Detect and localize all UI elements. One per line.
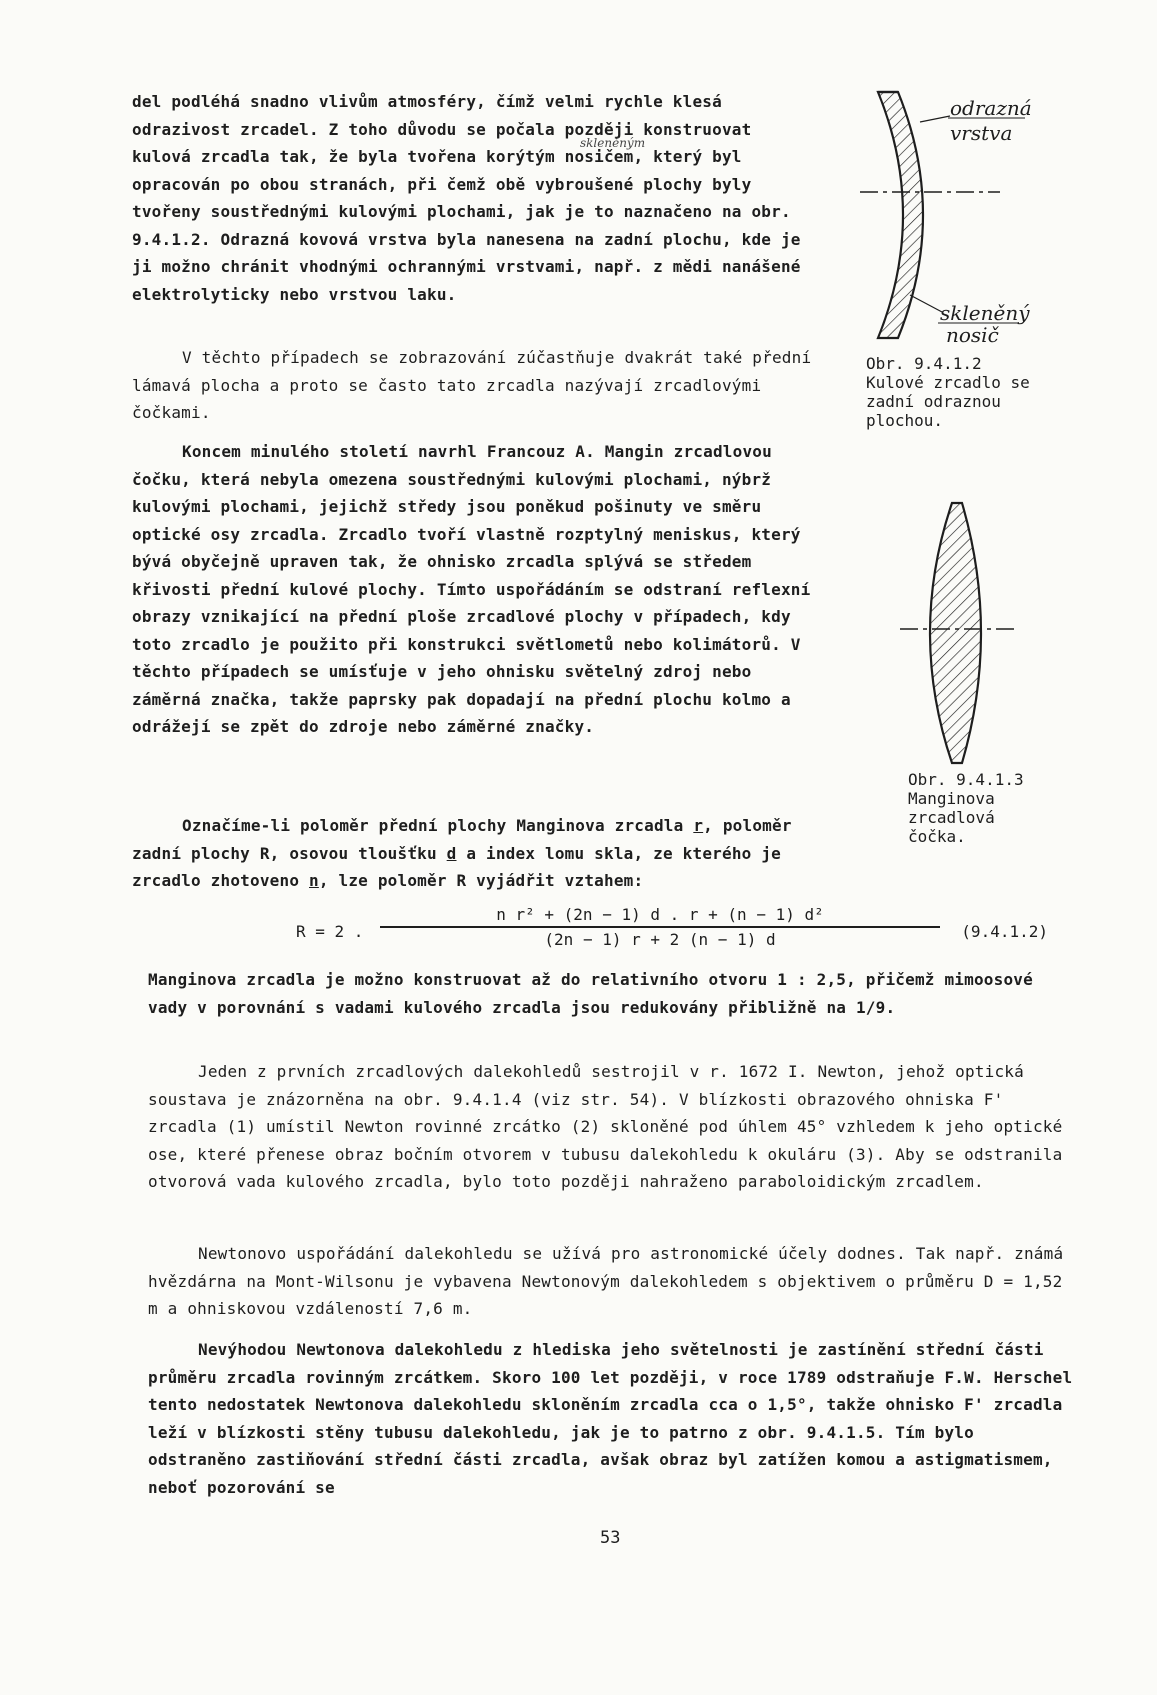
paragraph-8: Nevýhodou Newtonova dalekohledu z hlediska jeho světelnosti je zastínění střední části průměru zrcadla rovinným zrcátkem. Skoro 100 let později, v roce 1789 odstraňuje F.W. Herschel tento nedostatek Newtonova dalekohledu skloněním zrcadla cca o 1,5°, takže ohnisko F' zrcadla leží v blízkosti stěny tubusu dalekohledu, jak je to patrno z obr. 9.4.1.5. Tím bylo odstraněno zastiňování střední části zrcadla, avšak obraz byl zatížen komou a astigmatismem, neboť pozorování se bbox=[148, 1340, 1073, 1497]
label-reflective-layer-2: vrstva bbox=[950, 121, 1013, 145]
p4-var-n: n bbox=[309, 871, 319, 890]
formula-number: (9.4.1.2) bbox=[961, 922, 1048, 941]
mirror-diagram-1 bbox=[850, 80, 1080, 350]
paragraph-6: Jeden z prvních zrcadlových dalekohledů sestrojil v r. 1672 I. Newton, jehož optická soustava je znázorněna na obr. 9.4.1.4 (viz str. 54). V blízkosti obrazového ohniska F' zrcadla (1) umístil Newton rovinné zrcátko (2) skloněné pod úhlem 45° vzhledem k jeho optické ose, které přenese obraz bočním otvorem v tubusu dalekohledu k okuláru (3). Aby se odstranila otvorová vada kulového zrcadla, bylo toto později nahraženo paraboloidickým zrcadlem. bbox=[148, 1062, 1063, 1191]
paragraph-4 bbox=[132, 812, 822, 895]
paragraph-5: Manginova zrcadla je možno konstruovat až do relativního otvoru 1 : 2,5, přičemž mimoosové vady v porovnání s vadami kulového zrcadla jsou redukovány přibližně na 1/9. bbox=[148, 970, 1033, 1017]
formula-fraction bbox=[380, 905, 940, 949]
figure-9-4-1-3 bbox=[900, 495, 1020, 775]
label-reflective-layer: odrazná bbox=[950, 96, 1032, 120]
page-number: 53 bbox=[600, 1528, 621, 1548]
mirror-diagram-2 bbox=[900, 495, 1020, 775]
formula-numerator: n r² + (2n − 1) d . r + (n − 1) d² bbox=[496, 905, 824, 924]
paragraph-1: del podléhá snadno vlivům atmosféry, čímž velmi rychle klesá odrazivost zrcadel. Z toho důvodu se počala později konstruovat kulová zrcadla tak, že byla tvořena korýtým nosičem, který byl opracován po obou stranách, při čemž obě vybroušené plochy byly tvořeny soustřednými kulovými plochami, jak je to naznačeno na obr. 9.4.1.2. Odrazná kovová vrstva byla nanesena na zadní plochu, kde je ji možno chránit vhodnými ochrannými vrstvami, např. z mědi nanášené elektrolyticky nebo vrstvou laku. bbox=[132, 92, 801, 304]
p4-var-r: r bbox=[693, 816, 704, 835]
p4-var-d: d bbox=[446, 843, 457, 863]
paragraph-7: Newtonovo uspořádání dalekohledu se užívá pro astronomické účely dodnes. Tak např. známá hvězdárna na Mont-Wilsonu je vybavena Newtonovým dalekohledem s objektivem o průměru D = 1,52 m a ohniskovou vzdáleností 7,6 m. bbox=[148, 1244, 1064, 1318]
formula-lhs: R = 2 . bbox=[296, 922, 364, 941]
p4-text-a: Označíme-li poloměr přední plochy Manginova zrcadla bbox=[182, 816, 694, 835]
label-glass-carrier: skleněný bbox=[940, 301, 1030, 325]
formula-denominator: (2n − 1) r + 2 (n − 1) d bbox=[544, 930, 776, 949]
p4-text-b: , poloměr zadní plochy R, osovou tloušťku bbox=[132, 816, 792, 863]
caption-fig-9-4-1-3: Obr. 9.4.1.3 Manginova zrcadlová čočka. bbox=[908, 770, 1024, 846]
figure-9-4-1-2 bbox=[850, 80, 1080, 350]
caption-fig-9-4-1-2: Obr. 9.4.1.2 Kulové zrcadlo se zadní odraznou plochou. bbox=[866, 354, 1030, 430]
label-glass-carrier-2: nosič bbox=[946, 323, 999, 347]
p4-text-c: a index lomu skla, ze kterého je zrcadlo zhotoveno bbox=[132, 843, 781, 890]
p4-text-e: , lze poloměr R vyjádřit vztahem: bbox=[318, 871, 644, 890]
paragraph-2: V těchto případech se zobrazování zúčastňuje dvakrát také přední lámavá plocha a proto se často tato zrcadla nazývají zrcadlovými čočkami. bbox=[132, 348, 812, 422]
paragraph-3: Koncem minulého století navrhl Francouz A. Mangin zrcadlovou čočku, která nebyla omezena soustřednými kulovými plochami, nýbrž kulovými plochami, jejichž středy jsou poněkud pošinuty ve směru optické osy zrcadla. Zrcadlo tvoří vlastně rozptylný meniskus, který bývá obyčejně upraven tak, že ohnisko zrcadla splývá se středem křivosti přední kulové plochy. Tímto uspořádáním se odstraní reflexní obrazy vznikající na přední ploše zrcadlové plochy v případech, kdy toto zrcadlo je použito při konstrukci světlometů nebo kolimátorů. V těchto případech se umísťuje v jeho ohnisku světelný zdroj nebo záměrná značka, takže paprsky pak dopadají na přední plochu kolmo a odrážejí se zpět do zdroje nebo záměrné značky. bbox=[132, 442, 811, 736]
handwritten-correction: skleněným bbox=[580, 136, 646, 150]
formula-9-4-1-2 bbox=[148, 905, 1048, 965]
